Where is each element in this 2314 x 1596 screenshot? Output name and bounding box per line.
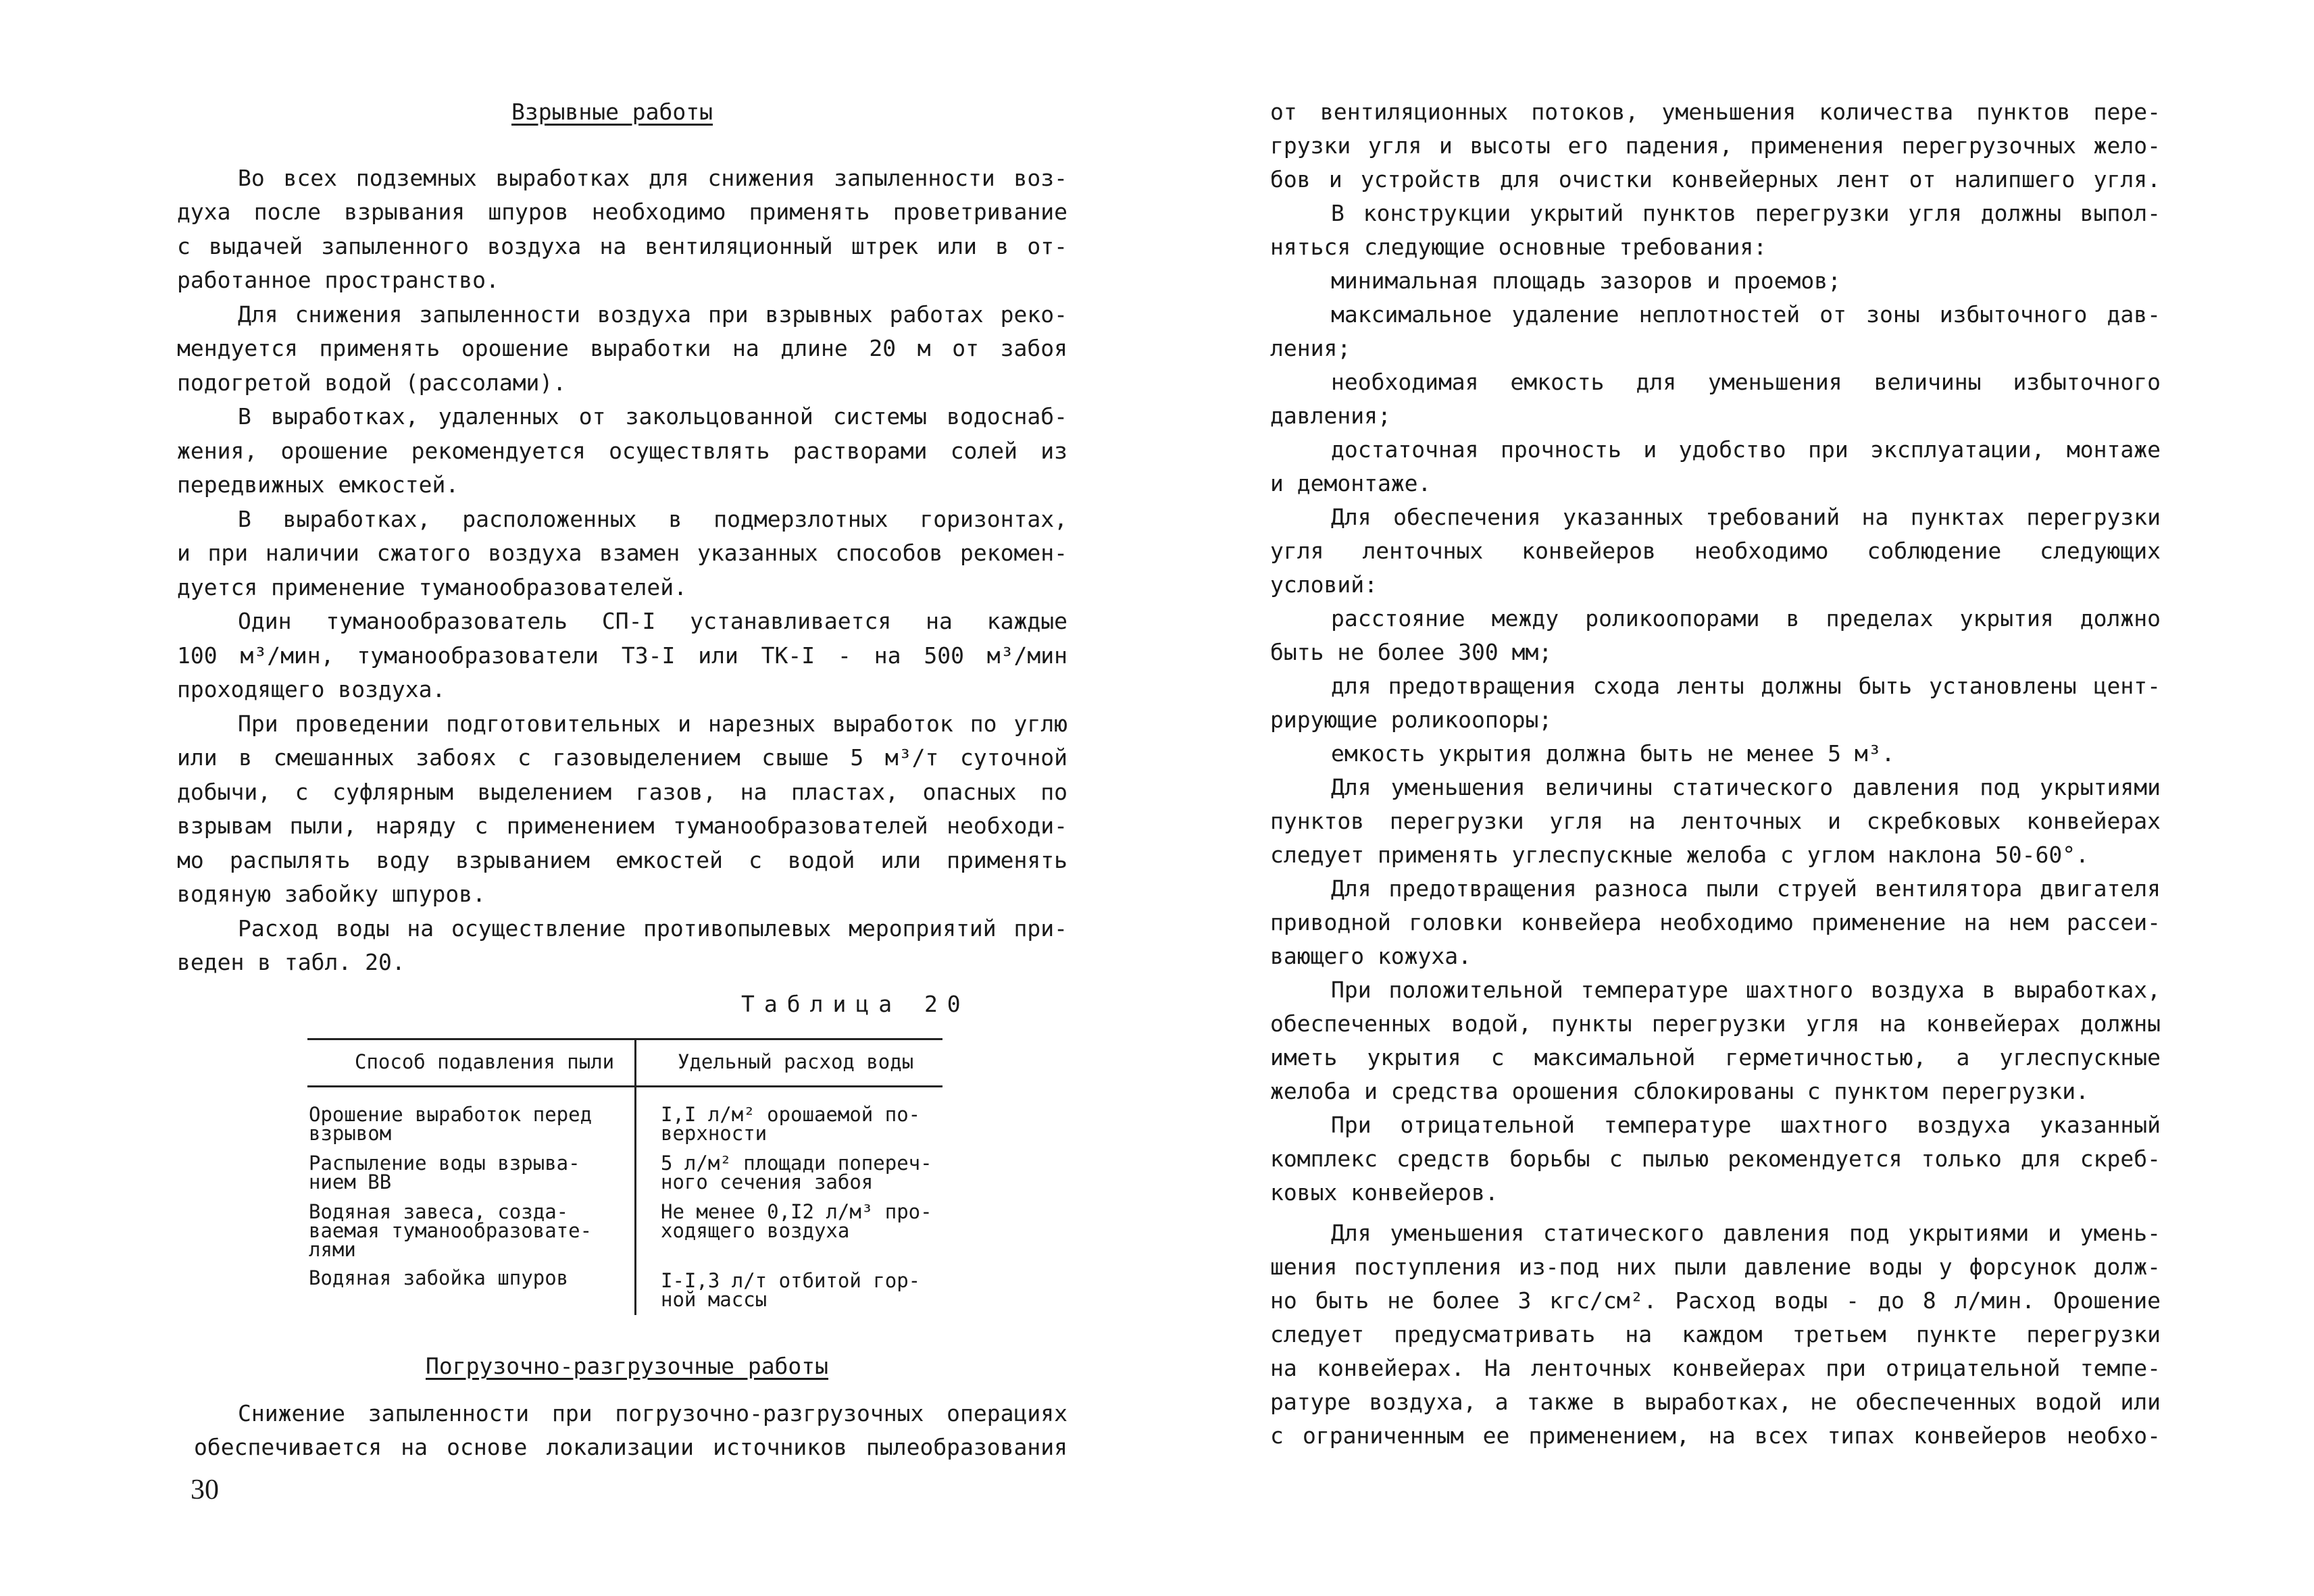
text-line: желоба и средства орошения сблокированы с пунктом перегрузки.	[1270, 1078, 2089, 1104]
text-line: При положительной температуре шахтного воздуха в выработках,	[1331, 977, 2161, 1003]
table-column-divider	[634, 1038, 636, 1315]
text-line: бов и устройств для очистки конвейерных лент от налипшего угля.	[1270, 166, 2161, 192]
text-line: иметь укрытия с максимальной герметичностью, а углеспускные	[1270, 1044, 2161, 1071]
text-line: быть не более 300 мм;	[1270, 639, 1553, 665]
text-line: При проведении подготовительных и нарезных выработок по углю	[238, 711, 1067, 737]
table-cell: 5 л/м² площади попереч-	[661, 1152, 932, 1175]
text-line: или в смешанных забоях с газовыделением свыше 5 м³/т суточной	[177, 744, 1067, 771]
text-line: Один туманообразователь СП-I устанавливается на каждые	[238, 608, 1067, 634]
table-cell: Водяная забойка шпуров	[309, 1266, 569, 1289]
table-20	[307, 1038, 942, 1322]
text-line: веден в табл. 20.	[177, 949, 405, 975]
table-cell: Водяная завеса, созда-	[309, 1200, 569, 1223]
text-line: Снижение запыленности при погрузочно-разгрузочных операциях	[238, 1400, 1067, 1426]
text-line: передвижных емкостей.	[177, 471, 459, 498]
text-line: приводной головки конвейера необходимо применение на нем рассеи-	[1270, 909, 2161, 935]
table-cell: нием ВВ	[309, 1170, 392, 1193]
text-line: мо распылять воду взрыванием емкостей с водой или применять	[177, 847, 1067, 873]
text-line: работанное пространство.	[177, 267, 499, 293]
text-line: давления;	[1270, 403, 1391, 429]
table-rule-top	[307, 1038, 942, 1040]
text-line: Во всех подземных выработках для снижения запыленности воз-	[238, 165, 1067, 191]
text-line: жения, орошение рекомендуется осуществлять растворами солей из	[177, 438, 1067, 464]
section-heading-blasting: Взрывные работы	[511, 99, 713, 125]
text-line: обеспеченных водой, пункты перегрузки угля на конвейерах должны	[1270, 1010, 2161, 1037]
text-line: от вентиляционных потоков, уменьшения количества пунктов пере-	[1270, 99, 2161, 125]
text-line: ратуре воздуха, а также в выработках, не обеспеченных водой или	[1270, 1389, 2161, 1415]
text-line: пунктов перегрузки угля на ленточных и скребковых конвейерах	[1270, 808, 2161, 834]
text-line: Для снижения запыленности воздуха при взрывных работах реко-	[238, 301, 1067, 328]
text-line: емкость укрытия должна быть не менее 5 м³.	[1331, 740, 1895, 767]
table-cell: ного сечения забоя	[661, 1170, 874, 1193]
text-line: обеспечивается на основе локализации источников пылеобразования	[194, 1434, 1067, 1460]
text-line: В конструкции укрытий пунктов перегрузки угля должны выпол-	[1331, 200, 2161, 226]
text-line: и демонтаже.	[1270, 470, 1432, 496]
text-line: вающего кожуха.	[1270, 943, 1472, 969]
table-cell: Не менее 0,I2 л/м³ про-	[661, 1200, 932, 1223]
text-line: шения поступления из-под них пыли давление воды у форсунок долж-	[1270, 1254, 2161, 1280]
table-cell: ной массы	[661, 1288, 768, 1311]
text-line: Для уменьшения статического давления под укрытиями и умень-	[1331, 1220, 2161, 1246]
text-line: но быть не более 3 кгс/см². Расход воды - до 8 л/мин. Орошение	[1270, 1287, 2161, 1314]
text-line: мендуется применять орошение выработки на длине 20 м от забоя	[177, 335, 1067, 361]
text-line: угля ленточных конвейеров необходимо соблюдение следующих	[1270, 538, 2161, 564]
text-line: подогретой водой (рассолами).	[177, 369, 567, 396]
text-line: няться следующие основные требования:	[1270, 234, 1767, 260]
text-line: проходящего воздуха.	[177, 676, 446, 702]
text-line: следует предусматривать на каждом третьем пункте перегрузки	[1270, 1321, 2161, 1347]
text-line: При отрицательной температуре шахтного воздуха указанный	[1331, 1112, 2161, 1138]
text-line: для предотвращения схода ленты должны быть установлены цент-	[1331, 673, 2161, 699]
text-line: максимальное удаление неплотностей от зоны избыточного дав-	[1331, 301, 2161, 328]
table-cell: Распыление воды взрыва-	[309, 1152, 580, 1175]
table-caption: Таблица 20	[741, 991, 970, 1017]
text-line: водяную забойку шпуров.	[177, 881, 486, 907]
text-line: рирующие роликоопоры;	[1270, 706, 1553, 733]
text-line: В выработках, удаленных от закольцованной системы водоснаб-	[238, 403, 1067, 430]
table-cell: взрывом	[309, 1122, 392, 1145]
text-line: достаточная прочность и удобство при эксплуатации, монтаже	[1331, 436, 2161, 463]
text-line: условий:	[1270, 571, 1378, 598]
table-cell: I,I л/м² орошаемой по-	[661, 1103, 921, 1126]
table-cell: лями	[309, 1238, 356, 1261]
text-line: грузки угля и высоты его падения, применения перегрузочных жело-	[1270, 132, 2161, 159]
table-rule-header	[307, 1085, 942, 1087]
text-line: Для уменьшения величины статического давления под укрытиями	[1331, 774, 2161, 800]
table-header-water: Удельный расход воды	[678, 1050, 914, 1073]
page-number: 30	[191, 1474, 219, 1505]
table-header-method: Способ подавления пыли	[355, 1050, 615, 1073]
text-line: Расход воды на осуществление противопылевых мероприятий при-	[238, 915, 1067, 942]
text-line: В выработках, расположенных в подмерзлотных горизонтах,	[238, 506, 1067, 532]
text-line: ковых конвейеров.	[1270, 1179, 1499, 1206]
text-line: комплекс средств борьбы с пылью рекомендуется только для скреб-	[1270, 1145, 2161, 1172]
table-cell: верхности	[661, 1122, 768, 1145]
text-line: 100 м³/мин, туманообразователи ТЗ-I или ТК-I - на 500 м³/мин	[177, 642, 1067, 669]
section-heading-loading: Погрузочно-разгрузочные работы	[426, 1353, 829, 1379]
text-line: Для обеспечения указанных требований на пунктах перегрузки	[1331, 504, 2161, 530]
table-cell: Орошение выработок перед	[309, 1103, 593, 1126]
text-line: следует применять углеспускные желоба с углом наклона 50-60°.	[1270, 842, 2089, 868]
text-line: минимальная площадь зазоров и проемов;	[1331, 267, 1841, 294]
text-line: с выдачей запыленного воздуха на вентиляционный штрек или в от-	[177, 233, 1067, 259]
table-cell: ваемая туманообразовате-	[309, 1219, 593, 1242]
text-line: на конвейерах. На ленточных конвейерах при отрицательной темпе-	[1270, 1355, 2161, 1381]
text-line: взрывам пыли, наряду с применением туманообразователей необходи-	[177, 813, 1067, 839]
table-cell: ходящего воздуха	[661, 1219, 850, 1242]
text-line: ления;	[1270, 335, 1351, 361]
text-line: и при наличии сжатого воздуха взамен указанных способов рекомен-	[177, 540, 1067, 566]
text-line: с ограниченным ее применением, на всех типах конвейеров необхо-	[1270, 1422, 2161, 1449]
text-line: дуется применение туманообразователей.	[177, 574, 687, 600]
text-line: необходимая емкость для уменьшения величины избыточного	[1331, 369, 2161, 395]
text-line: добычи, с суфлярным выделением газов, на пластах, опасных по	[177, 779, 1067, 805]
table-cell: I-I,3 л/т отбитой гор-	[661, 1269, 921, 1292]
text-line: расстояние между роликоопорами в пределах укрытия должно	[1331, 605, 2161, 632]
text-line: духа после взрывания шпуров необходимо применять проветривание	[177, 199, 1067, 225]
text-line: Для предотвращения разноса пыли струей вентилятора двигателя	[1331, 875, 2161, 902]
